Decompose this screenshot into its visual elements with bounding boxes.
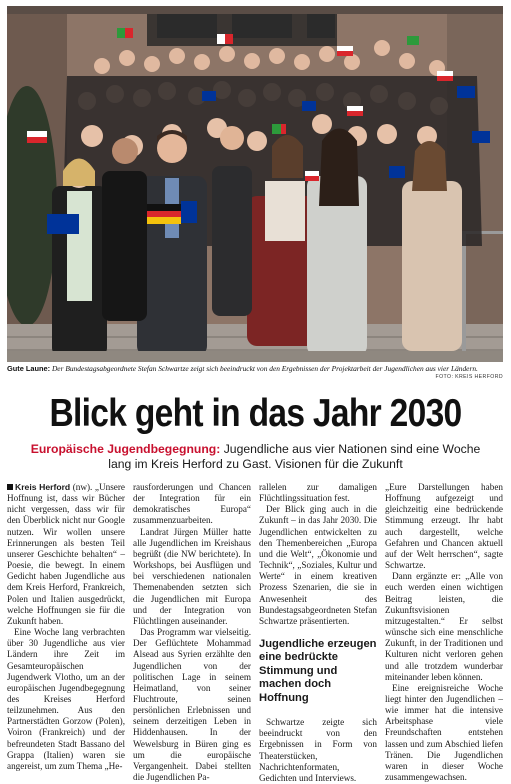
paragraph: rausforderungen und Chancen der Integration für ein demokratisches Europa“ zusammenzuarbeiten. [133, 482, 251, 526]
article-column-3 [259, 482, 377, 784]
article-column-2 [133, 482, 251, 783]
dateline-square-icon [7, 484, 13, 490]
intertitle: Jugendliche erzeugen eine bedrückte Stimmung und machen doch Hoffnung [259, 638, 377, 704]
dateline: Kreis Herford [15, 482, 71, 492]
subheadline [30, 442, 481, 472]
article-column-1 [7, 482, 125, 772]
paragraph: (nw). „Unsere Hoffnung ist, dass wir Bücher nicht vergessen, dass wir für den Überblick nicht nur Google nutzen. Wir wollen unsere Erinnerungen als besten Teil unserer Geschichte behalten“ – Poesie, die bewegt. In einem Gedicht haben Jugendliche aus dem Kreis Herford, Frankreich, Polen und Italien ausgedrückt, welche Hoffnungen sie für die Zukunft haben. [7, 482, 125, 626]
paragraph: Eine ereignisreiche Woche liegt hinter den Jugendlichen – wie immer hat die intensive Arbeitsphase viele Freundschaften entstehen lassen und zum Abschied liefen Tränen. Die Jugendlichen waren in dieser Woche zusammengewachsen. [385, 682, 503, 783]
paragraph: Das Programm war vielseitig. Der Geflüchtete Mohammad Alsead aus Syrien erzählte den Jugendlichen von der politischen Lage in seinem Heimatland, von seiner Fluchtroute, seinen persönlichen Erlebnissen und seinem derzeitigen Leben in Hiddenhausen. In der Wewelsburg in Büren ging es um die europäische Vergangenheit. Dabei stellten die Jugendlichen Pa- [133, 627, 251, 783]
group-photo [7, 6, 503, 362]
photo-caption [7, 364, 503, 374]
paragraph: Der Blick ging auch in die Zukunft – in das Jahr 2030. Die Jugendlichen entwickelten zu den Themenbereichen „Europa und die Welt“, „Ökonomie und Technik“, „Soziales, Kultur und Werte“ in einem kreativen Prozess Szenarien, die sie in Anwesenheit des Bundestagsabgeordneten Stefan Schwartze präsentierten. [259, 504, 377, 626]
subheadline-kicker: Europäische Jugendbegegnung: [30, 442, 221, 456]
paragraph: Dann ergänzte er: „Alle von euch werden einen wichtigen Beitrag leisten, die Zukunftsvisionen mitzugestalten.“ Er selbst wünsche sich eine menschliche Zukunft, in der Traditionen und Kulturen nicht verloren gehen und alle trotzdem wunderbar miteinander leben können. [385, 571, 503, 682]
photo-credit: FOTO: KREIS HERFORD [435, 374, 503, 380]
group-photo-illustration [7, 6, 503, 362]
paragraph: Landrat Jürgen Müller hatte alle Jugendlichen im Kreishaus begrüßt (die NW berichtete). In Workshops, bei Ausflügen und bei verschiedenen nationalen Themenabenden setzten sich die Jugendlichen mit Europa und der Integration von Flüchtlingen auseinander. [133, 526, 251, 626]
headline: Blick geht in das Jahr 2030 [49, 392, 462, 435]
subheadline-text: Jugendliche aus vier Nationen sind eine Woche lang im Kreis Herford zu Gast. Visionen für die Zukunft [108, 442, 481, 471]
paragraph: rallelen zur damaligen Flüchtlingssituation fest. [259, 482, 377, 504]
paragraph: „Eure Darstellungen haben Hoffnung aufgezeigt und gleichzeitig eine bedrückende Stimmung erzeugt. Ihr habt auch dargestellt, welche Gefahren und Chancen aktuell auf der Welt herrschen“, sagte Schwartze. [385, 482, 503, 571]
caption-text: Der Bundestagsabgeordnete Stefan Schwartze zeigt sich beeindruckt von den Ergebnissen der Projektarbeit der Jugendlichen aus vier Ländern. [50, 364, 478, 373]
caption-label: Gute Laune: [7, 364, 51, 373]
paragraph: Schwartze zeigte sich beeindruckt von den Ergebnissen in Form von Theaterstücken, Nachrichtenformaten, Gedichten und Interviews. [259, 717, 377, 783]
article-column-4 [385, 482, 503, 783]
paragraph: Eine Woche lang verbrachten über 30 Jugendliche aus vier Ländern ihre Zeit im Gesamteuropäischen Jugendwerk Vlotho, um an der europäischen Jugendbegegnung des Kreises Herford teilzunehmen. Aus den Partnerstädten Gorzow (Polen), Voiron (Frankreich) und der befreundeten Stadt Bassano del Grappa (Italien) waren sie angereist, um zum Thema „He- [7, 627, 125, 771]
